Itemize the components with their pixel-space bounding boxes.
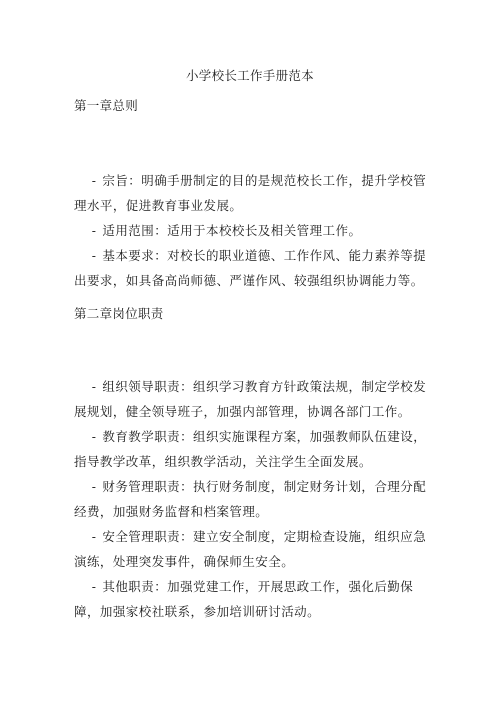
bullet-dash: - xyxy=(91,479,97,494)
chapter2-item-finance: - 财务管理职责：执行财务制度，制定财务计划，合理分配经费，加强财务监督和档案管理。 xyxy=(74,479,427,519)
bullet-dash: - xyxy=(91,529,97,544)
chapter1-item-requirements: - 基本要求：对校长的职业道德、工作作风、能力素养等提出要求，如具备高尚师德、严谨作风、较强组织协调能力等。 xyxy=(74,248,427,288)
chapter2-item-other: - 其他职责：加强党建工作，开展思政工作，强化后勤保障，加强家校社联系，参加培训研讨活动。 xyxy=(74,579,414,619)
bullet-dash: - xyxy=(91,429,97,444)
bullet-dash: - xyxy=(91,223,97,238)
chapter1-item-purpose: - 宗旨：明确手册制定的目的是规范校长工作，提升学校管理水平，促进教育事业发展。 xyxy=(74,173,427,213)
bullet-dash: - xyxy=(91,579,97,594)
bullet-dash: - xyxy=(91,379,97,394)
bullet-dash: - xyxy=(91,248,97,263)
chapter2-item-teaching: - 教育教学职责：组织实施课程方案，加强教师队伍建设，指导教学改革，组织教学活动，关注学生全面发展。 xyxy=(74,429,427,469)
chapter-heading-2: 第二章岗位职责 xyxy=(74,306,164,321)
bullet-dash: - xyxy=(91,173,97,188)
chapter-heading-1: 第一章总则 xyxy=(74,98,139,113)
chapter2-item-safety: - 安全管理职责：建立安全制度，定期检查设施，组织应急演练，处理突发事件，确保师生安全。 xyxy=(74,529,427,569)
chapter2-item-leadership: - 组织领导职责：组织学习教育方针政策法规，制定学校发展规划，健全领导班子，加强内部管理，协调各部门工作。 xyxy=(74,379,427,419)
document-title: 小学校长工作手册范本 xyxy=(185,68,314,83)
chapter1-item-scope: - 适用范围：适用于本校校长及相关管理工作。 xyxy=(91,223,362,238)
